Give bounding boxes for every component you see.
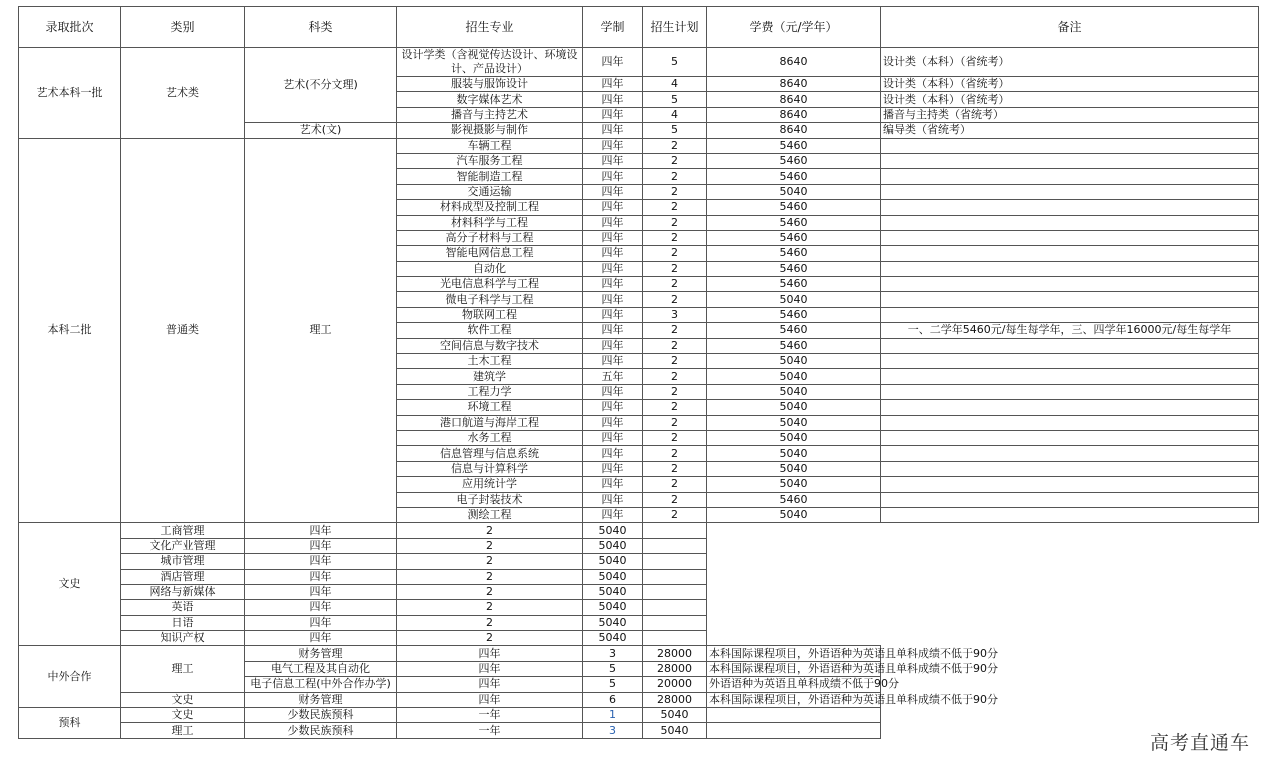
plan-cell: 2 [643, 153, 707, 168]
major-cell: 建筑学 [397, 369, 583, 384]
duration-cell: 一年 [397, 708, 583, 723]
tuition-cell: 5460 [707, 230, 881, 245]
plan-cell: 5 [643, 48, 707, 77]
duration-cell: 四年 [583, 338, 643, 353]
major-cell: 城市管理 [121, 554, 245, 569]
header-tuition: 学费（元/学年） [707, 7, 881, 48]
tuition-cell: 5040 [583, 631, 643, 646]
plan-cell: 2 [397, 615, 583, 630]
major-cell: 物联网工程 [397, 307, 583, 322]
major-cell: 数字媒体艺术 [397, 92, 583, 107]
remarks-cell [881, 169, 1259, 184]
tuition-cell: 5040 [583, 523, 643, 538]
duration-cell: 四年 [583, 323, 643, 338]
plan-cell: 2 [643, 215, 707, 230]
subject-wenshi: 文史 [19, 523, 121, 646]
remarks-cell [643, 615, 707, 630]
tuition-cell: 5040 [707, 400, 881, 415]
plan-cell: 5 [583, 677, 643, 692]
duration-cell: 四年 [583, 92, 643, 107]
duration-cell: 四年 [583, 48, 643, 77]
admission-plan-table [18, 6, 1259, 739]
major-cell: 车辆工程 [397, 138, 583, 153]
duration-cell: 四年 [583, 230, 643, 245]
tuition-cell: 5460 [707, 338, 881, 353]
duration-cell: 四年 [583, 138, 643, 153]
remarks-cell: 编导类（省统考） [881, 123, 1259, 138]
watermark-text: 高考直通车 [1149, 732, 1250, 754]
plan-cell: 2 [643, 338, 707, 353]
tuition-cell: 5040 [583, 584, 643, 599]
major-cell: 文化产业管理 [121, 538, 245, 553]
tuition-cell: 5040 [583, 538, 643, 553]
subject-ligong: 理工 [245, 138, 397, 523]
duration-cell: 四年 [583, 477, 643, 492]
major-cell: 信息管理与信息系统 [397, 446, 583, 461]
remarks-cell [643, 538, 707, 553]
plan-cell: 2 [643, 200, 707, 215]
tuition-cell: 5460 [707, 261, 881, 276]
duration-cell: 四年 [245, 584, 397, 599]
tuition-cell: 28000 [643, 692, 707, 707]
plan-cell: 2 [643, 323, 707, 338]
remarks-cell [707, 708, 881, 723]
tuition-cell: 28000 [643, 646, 707, 661]
table-row [19, 48, 1259, 77]
major-cell: 网络与新媒体 [121, 584, 245, 599]
duration-cell: 四年 [583, 107, 643, 122]
major-cell: 电子封装技术 [397, 492, 583, 507]
major-cell: 自动化 [397, 261, 583, 276]
duration-cell: 四年 [245, 615, 397, 630]
tuition-cell: 5040 [707, 477, 881, 492]
plan-cell: 2 [643, 277, 707, 292]
remarks-cell [881, 415, 1259, 430]
table-row [19, 646, 1259, 661]
major-cell: 服装与服饰设计 [397, 77, 583, 92]
major-cell: 工程力学 [397, 384, 583, 399]
major-cell: 交通运输 [397, 184, 583, 199]
duration-cell: 四年 [397, 646, 583, 661]
plan-cell: 2 [397, 584, 583, 599]
subject-wenshi: 文史 [121, 708, 245, 723]
major-cell: 微电子科学与工程 [397, 292, 583, 307]
duration-cell: 四年 [583, 200, 643, 215]
remarks-cell: 外语语种为英语且单科成绩不低于90分 [707, 677, 881, 692]
tuition-cell: 5460 [707, 492, 881, 507]
tuition-cell: 5460 [707, 138, 881, 153]
batch-art: 艺术本科一批 [19, 48, 121, 139]
tuition-cell: 28000 [643, 661, 707, 676]
plan-cell: 2 [643, 184, 707, 199]
duration-cell: 四年 [245, 569, 397, 584]
table-row [19, 692, 1259, 707]
remarks-cell [881, 492, 1259, 507]
plan-cell: 2 [397, 523, 583, 538]
major-cell: 土木工程 [397, 354, 583, 369]
duration-cell: 四年 [397, 692, 583, 707]
tuition-cell: 5040 [707, 184, 881, 199]
tuition-cell: 20000 [643, 677, 707, 692]
tuition-cell: 5460 [707, 169, 881, 184]
remarks-cell [881, 200, 1259, 215]
plan-cell: 2 [643, 246, 707, 261]
tuition-cell: 5460 [707, 246, 881, 261]
major-cell: 光电信息科学与工程 [397, 277, 583, 292]
remarks-cell [881, 138, 1259, 153]
tuition-cell: 5040 [707, 354, 881, 369]
plan-cell: 2 [643, 400, 707, 415]
subject-ligong: 理工 [121, 723, 245, 738]
major-cell: 工商管理 [121, 523, 245, 538]
tuition-cell: 5040 [707, 415, 881, 430]
duration-cell: 四年 [583, 123, 643, 138]
duration-cell: 四年 [583, 507, 643, 522]
remarks-cell [881, 153, 1259, 168]
plan-cell: 2 [643, 261, 707, 276]
plan-cell: 2 [397, 554, 583, 569]
tuition-cell: 5040 [707, 384, 881, 399]
major-cell: 测绘工程 [397, 507, 583, 522]
duration-cell: 四年 [583, 292, 643, 307]
category-prep: 预科 [19, 708, 121, 739]
duration-cell: 四年 [583, 415, 643, 430]
duration-cell: 四年 [583, 261, 643, 276]
major-cell: 信息与计算科学 [397, 461, 583, 476]
remarks-cell [881, 400, 1259, 415]
plan-cell: 2 [643, 384, 707, 399]
plan-cell: 2 [397, 631, 583, 646]
major-cell: 日语 [121, 615, 245, 630]
tuition-cell: 5040 [707, 461, 881, 476]
table-row [19, 523, 1259, 538]
duration-cell: 四年 [583, 400, 643, 415]
remarks-cell: 播音与主持类（省统考） [881, 107, 1259, 122]
remarks-cell: 设计类（本科）（省统考） [881, 92, 1259, 107]
plan-cell: 2 [643, 461, 707, 476]
remarks-cell: 一、二学年5460元/每生每学年，三、四学年16000元/每生每学年 [881, 323, 1259, 338]
tuition-cell: 5040 [707, 446, 881, 461]
remarks-cell: 本科国际课程项目，外语语种为英语且单科成绩不低于90分 [707, 646, 881, 661]
major-cell: 智能制造工程 [397, 169, 583, 184]
plan-cell: 2 [643, 169, 707, 184]
plan-cell: 2 [643, 507, 707, 522]
duration-cell: 一年 [397, 723, 583, 738]
plan-cell: 2 [643, 430, 707, 445]
duration-cell: 四年 [583, 492, 643, 507]
remarks-cell [881, 384, 1259, 399]
table-row [19, 569, 1259, 584]
tuition-cell: 5460 [707, 323, 881, 338]
duration-cell: 四年 [583, 430, 643, 445]
remarks-cell [881, 477, 1259, 492]
duration-cell: 四年 [583, 77, 643, 92]
plan-cell: 2 [397, 600, 583, 615]
remarks-cell [643, 600, 707, 615]
tuition-cell: 5040 [583, 600, 643, 615]
remarks-cell [881, 307, 1259, 322]
tuition-cell: 5460 [707, 307, 881, 322]
duration-cell: 四年 [397, 661, 583, 676]
category-art: 艺术类 [121, 48, 245, 139]
major-cell: 英语 [121, 600, 245, 615]
tuition-cell: 5040 [707, 369, 881, 384]
remarks-cell [881, 430, 1259, 445]
table-row [19, 600, 1259, 615]
tuition-cell: 8640 [707, 77, 881, 92]
remarks-cell: 设计类（本科）（省统考） [881, 48, 1259, 77]
major-cell: 财务管理 [245, 646, 397, 661]
major-cell: 环境工程 [397, 400, 583, 415]
table-row [19, 138, 1259, 153]
major-cell: 汽车服务工程 [397, 153, 583, 168]
subject-wenshi: 文史 [121, 692, 245, 707]
header-category: 类别 [121, 7, 245, 48]
tuition-cell: 5040 [643, 708, 707, 723]
tuition-cell: 5040 [643, 723, 707, 738]
plan-cell: 3 [583, 723, 643, 738]
subject-art-wen: 艺术(文) [245, 123, 397, 138]
header-remarks: 备注 [881, 7, 1259, 48]
remarks-cell [881, 507, 1259, 522]
plan-cell: 2 [643, 369, 707, 384]
header-batch: 录取批次 [19, 7, 121, 48]
duration-cell: 四年 [583, 461, 643, 476]
header-subject-type: 科类 [245, 7, 397, 48]
tuition-cell: 8640 [707, 48, 881, 77]
major-cell: 电气工程及其自动化 [245, 661, 397, 676]
tuition-cell: 8640 [707, 123, 881, 138]
major-cell: 播音与主持艺术 [397, 107, 583, 122]
major-cell: 材料科学与工程 [397, 215, 583, 230]
remarks-cell [643, 569, 707, 584]
table-row [19, 538, 1259, 553]
plan-cell: 5 [643, 123, 707, 138]
duration-cell: 四年 [583, 169, 643, 184]
remarks-cell [881, 446, 1259, 461]
plan-cell: 2 [397, 538, 583, 553]
tuition-cell: 5040 [583, 554, 643, 569]
subject-art-any: 艺术(不分文理) [245, 48, 397, 123]
batch-second: 本科二批 [19, 138, 121, 523]
duration-cell: 四年 [583, 153, 643, 168]
remarks-cell [643, 631, 707, 646]
duration-cell: 四年 [583, 184, 643, 199]
duration-cell: 四年 [245, 523, 397, 538]
remarks-cell [881, 369, 1259, 384]
remarks-cell [881, 261, 1259, 276]
plan-cell: 4 [643, 107, 707, 122]
remarks-cell [881, 354, 1259, 369]
plan-cell: 2 [643, 446, 707, 461]
major-cell: 空间信息与数字技术 [397, 338, 583, 353]
major-cell: 港口航道与海岸工程 [397, 415, 583, 430]
duration-cell: 五年 [583, 369, 643, 384]
duration-cell: 四年 [583, 246, 643, 261]
duration-cell: 四年 [583, 307, 643, 322]
table-row [19, 723, 1259, 738]
plan-cell: 5 [643, 92, 707, 107]
remarks-cell: 设计类（本科）（省统考） [881, 77, 1259, 92]
remarks-cell [881, 230, 1259, 245]
table-row [19, 615, 1259, 630]
table-row [19, 554, 1259, 569]
plan-cell: 2 [643, 230, 707, 245]
duration-cell: 四年 [397, 677, 583, 692]
major-cell: 应用统计学 [397, 477, 583, 492]
major-cell: 电子信息工程(中外合作办学) [245, 677, 397, 692]
tuition-cell: 5040 [707, 507, 881, 522]
duration-cell: 四年 [245, 600, 397, 615]
header-duration: 学制 [583, 7, 643, 48]
plan-cell: 5 [583, 661, 643, 676]
major-cell: 智能电网信息工程 [397, 246, 583, 261]
remarks-cell [881, 338, 1259, 353]
remarks-cell [881, 461, 1259, 476]
tuition-cell: 5040 [583, 615, 643, 630]
duration-cell: 四年 [583, 354, 643, 369]
duration-cell: 四年 [245, 538, 397, 553]
tuition-cell: 5040 [707, 292, 881, 307]
subject-ligong: 理工 [121, 646, 245, 692]
major-cell: 影视摄影与制作 [397, 123, 583, 138]
major-cell: 少数民族预科 [245, 723, 397, 738]
plan-cell: 6 [583, 692, 643, 707]
tuition-cell: 8640 [707, 107, 881, 122]
tuition-cell: 5460 [707, 200, 881, 215]
plan-cell: 2 [643, 354, 707, 369]
tuition-cell: 5460 [707, 215, 881, 230]
header-row [19, 7, 1259, 48]
remarks-cell [881, 184, 1259, 199]
remarks-cell: 本科国际课程项目，外语语种为英语且单科成绩不低于90分 [707, 661, 881, 676]
plan-cell: 2 [643, 292, 707, 307]
remarks-cell: 本科国际课程项目，外语语种为英语且单科成绩不低于90分 [707, 692, 881, 707]
plan-cell: 2 [643, 138, 707, 153]
major-cell: 酒店管理 [121, 569, 245, 584]
duration-cell: 四年 [245, 554, 397, 569]
remarks-cell [881, 292, 1259, 307]
remarks-cell [881, 277, 1259, 292]
remarks-cell [707, 723, 881, 738]
tuition-cell: 5040 [583, 569, 643, 584]
remarks-cell [881, 215, 1259, 230]
remarks-cell [881, 246, 1259, 261]
major-cell: 设计学类（含视觉传达设计、环境设计、产品设计） [397, 48, 583, 77]
duration-cell: 四年 [583, 215, 643, 230]
plan-cell: 3 [583, 646, 643, 661]
duration-cell: 四年 [245, 631, 397, 646]
duration-cell: 四年 [583, 384, 643, 399]
tuition-cell: 5040 [707, 430, 881, 445]
plan-cell: 3 [643, 307, 707, 322]
remarks-cell [643, 523, 707, 538]
header-plan: 招生计划 [643, 7, 707, 48]
tuition-cell: 5460 [707, 277, 881, 292]
category-general: 普通类 [121, 138, 245, 523]
major-cell: 知识产权 [121, 631, 245, 646]
table-row [19, 708, 1259, 723]
duration-cell: 四年 [583, 277, 643, 292]
plan-cell: 1 [583, 708, 643, 723]
major-cell: 高分子材料与工程 [397, 230, 583, 245]
tuition-cell: 8640 [707, 92, 881, 107]
duration-cell: 四年 [583, 446, 643, 461]
plan-cell: 2 [643, 415, 707, 430]
plan-cell: 2 [643, 492, 707, 507]
plan-cell: 2 [397, 569, 583, 584]
major-cell: 软件工程 [397, 323, 583, 338]
category-sino: 中外合作 [19, 646, 121, 708]
major-cell: 材料成型及控制工程 [397, 200, 583, 215]
major-cell: 水务工程 [397, 430, 583, 445]
major-cell: 财务管理 [245, 692, 397, 707]
remarks-cell [643, 584, 707, 599]
table-row [19, 631, 1259, 646]
remarks-cell [643, 554, 707, 569]
plan-cell: 4 [643, 77, 707, 92]
major-cell: 少数民族预科 [245, 708, 397, 723]
header-major: 招生专业 [397, 7, 583, 48]
table-row [19, 584, 1259, 599]
plan-cell: 2 [643, 477, 707, 492]
tuition-cell: 5460 [707, 153, 881, 168]
